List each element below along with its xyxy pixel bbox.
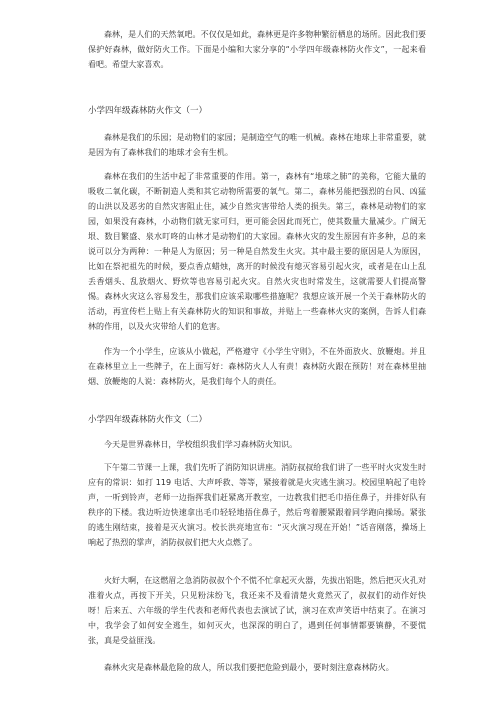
essay-2-title: 小学四年级森林防火作文（二）: [88, 415, 208, 425]
essay-1-paragraph: 作为一个小学生，应该从小做起，严格遵守《小学生守则》，不在外面放火、放鞭炮。并且在森林里立上一些牌子，在上面写好：森林防火人人有责！森林防火跟在预防！对在森林里抽烟、放鞭炮的人说：森林防火，是我们每个人的责任。: [88, 347, 426, 386]
essay-2-paragraph: 森林火灾是森林最危险的敌人，所以我们要把危险到最小，要时刻注意森林防火。: [104, 663, 394, 672]
essay-2-paragraph-4-block: [88, 660, 426, 675]
essay-1-paragraph-3-block: [88, 344, 426, 389]
essay-2-paragraph-2-block: [88, 460, 426, 550]
essay-1-paragraph-2-block: [88, 169, 426, 334]
essay-2-paragraph: 今天是世界森林日，学校组织我们学习森林防火知识。: [104, 440, 298, 449]
intro-paragraph: 森林，是人们的天然氧吧。不仅仅是如此，森林更是许多物种繁衍栖息的场所。因此我们要保护好森林，做好防火工作。下面是小编和大家分享的“小学四年级森林防火作文”，一起来看看吧。希望大家喜欢。: [88, 30, 426, 69]
essay-1-paragraph: 森林是我们的乐园；是动物们的家园；是制造空气的唯一机械。森林在地球上非常重要，就是因为有了森林我们的地球才会有生机。: [88, 133, 426, 157]
essay-1-paragraph-1-block: [88, 130, 426, 160]
essay-1-title: 小学四年级森林防火作文（一）: [88, 106, 208, 116]
essay-2-paragraph: 火好大啊，在这燃眉之急消防叔叔个个不慌不忙拿起灭火器，先拔出铝匙，然后把灭火孔对准着火点，再按下开关，只见粉沫纷飞，我还来不及看清楚火竟然灭了，叔叔们的动作好快呀！后来五、六年级的学生代表和老师代表也去演试了试，演习在欢声笑语中结束了。在演习中，我学会了如何安全逃生，如何灭火，也深深的明白了，遇到任何事情都要镇静，不要慌张，真是受益匪浅。: [88, 576, 426, 645]
essay-2-paragraph-1-block: [88, 437, 426, 452]
essay-2-paragraph: 下午第二节课一上课，我们先听了消防知识讲座。消防叔叔给我们讲了一些平时火灾发生时应有的常识：如打 119 电话、大声呼救、等等，紧接着就是火灾逃生演习。校园里响起了电铃声，一听到铃声，老师一边指挥我们赶紧离开教室，一边教我们把毛巾捂住鼻子，并排好队有秩序的下楼。我边听边快速拿出毛巾轻轻地捂住鼻子，然后弯着腰紧跟着同学跑向操场。紧张的逃生刚结束，接着是灭火演习。校长洪亮地宣布：“灭火演习现在开始！”话音刚落，操场上响起了热烈的掌声，消防叔叔们把大火点燃了。: [88, 463, 426, 547]
essay-2-paragraph-3-block: [88, 573, 426, 648]
intro-block: [88, 27, 426, 72]
essay-1-paragraph: 森林在我们的生活中起了非常重要的作用。第一，森林有“地球之肺”的美称，它能大量的吸收二氧化碳，不断制造人类和其它动物所需要的氧气。第二，森林另能把强烈的台风、凶猛的山洪以及恶劣的自然灾害阻止住，减少自然灾害带给人类的损失。第三，森林是动物们的家园，如果没有森林，小动物们就无家可归，更可能会因此而死亡，使其数量大量减少。广阔无垠、数目繁盛、泉水叮咚的山林才是动物们的大家园。森林火灾的发生原因有许多种，总的来说可以分为两种：一种是人为原因；另一种是自然发生火灾。其中最主要的原因是人为原因，比如在祭祀祖先的时候，要点香点蜡烛，离开的时候没有熄灭容易引起火灾，或者是在山上乱丢香烟头、乱放烟火、野炊等也容易引起火灾。自然火灾也时常发生，这就需要人们提高警惕。森林火灾这么容易发生，那我们应该采取哪些措施呢？我想应该开展一个关于森林防火的活动，再宣传栏上贴上有关森林防火的知识和事故，并贴上一些森林火灾的案例，告诉人们森林的作用，以及火灾带给人们的危害。: [88, 172, 426, 331]
